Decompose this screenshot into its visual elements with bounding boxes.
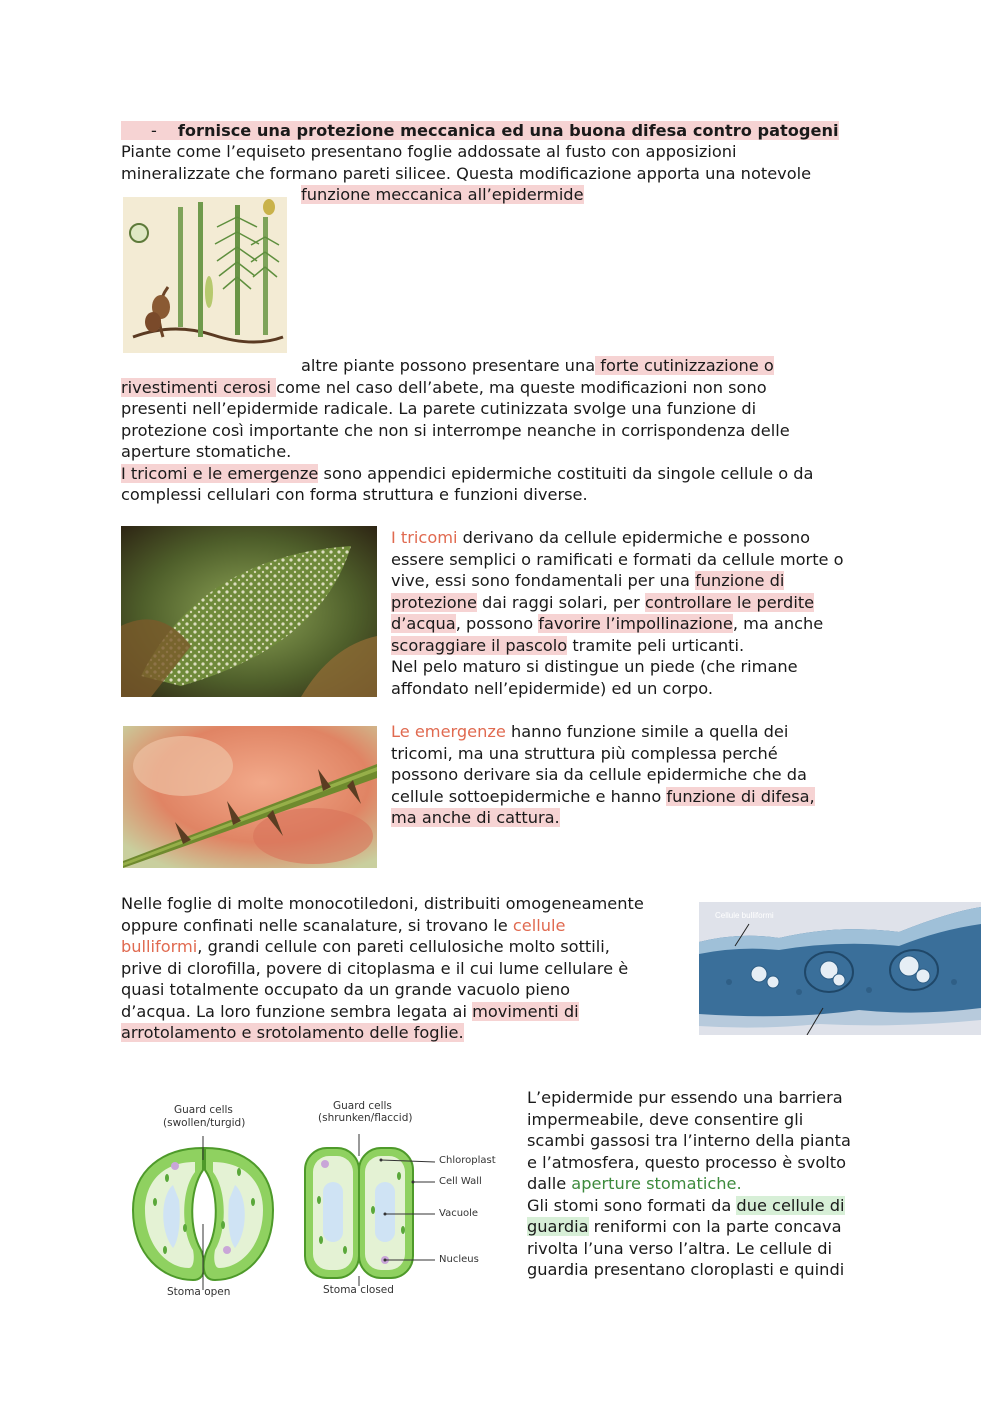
bulliformi-line-4: prive di clorofilla, povere di citoplasma e il cui lume cellulare è (121, 959, 629, 978)
equisetum-drawing (123, 197, 287, 353)
trichome-image (121, 526, 377, 697)
tricomi-line-7: Nel pelo maturo si distingue un piede (che rimane (391, 657, 798, 676)
emergenze-line-1: Le emergenze hanno funzione simile a quella dei (391, 722, 789, 741)
stomata-diagram (123, 1090, 508, 1305)
open-stoma (133, 1136, 273, 1290)
cut-line-7: complessi cellulari con forma struttura e funzioni diverse. (121, 485, 588, 504)
stomi-line-1: L’epidermide pur essendo una barriera (527, 1088, 843, 1107)
equiseto-line-2: mineralizzate che formano pareti silicee. Questa modificazione apporta una notevole (121, 164, 812, 183)
cell-wall-label: Cell Wall (439, 1176, 482, 1187)
bulliform-label: Cellule bulliformi (715, 911, 774, 920)
bulliform-micrograph (699, 902, 981, 1035)
cut-line-2: rivestimenti cerosi come nel caso dell’abete, ma queste modificazioni non sono (121, 378, 767, 397)
bullet-text: fornisce una protezione meccanica ed una buona difesa contro patogeni (177, 121, 839, 140)
cut-line-6: I tricomi e le emergenze sono appendici epidermiche costituiti da singole cellule o da (121, 464, 814, 483)
stomi-line-7: guardia reniformi con la parte concava (527, 1217, 842, 1236)
bullet-dash: - (151, 121, 157, 140)
bulliformi-line-5: quasi totalmente occupato da un grande vacuolo pieno (121, 980, 571, 999)
bulliformi-line-3: bulliformi, grandi cellule con pareti cellulosiche molto sottili, (121, 937, 610, 956)
stomi-line-9: guardia presentano cloroplasti e quindi (527, 1260, 845, 1279)
closed-title-2: (shrunken/flaccid) (318, 1112, 413, 1124)
emergenze-line-5: ma anche di cattura. (391, 808, 560, 827)
stomi-line-2: impermeabile, deve consentire gli (527, 1110, 804, 1129)
tricomi-line-3: vive, essi sono fondamentali per una funzione di (391, 571, 785, 590)
rose-stem-photo (123, 726, 377, 868)
bulliformi-line-1: Nelle foglie di molte monocotiledoni, distribuiti omogeneamente (121, 894, 644, 913)
equiseto-line-1: Piante come l’equiseto presentano foglie addossate al fusto con apposizioni (121, 142, 737, 161)
cut-line-4: protezione così importante che non si interrompe neanche in corrispondenza delle (121, 421, 790, 440)
rose-stem-image (123, 726, 377, 868)
bulliformi-line-6: d’acqua. La loro funzione sembra legata ai movimenti di (121, 1002, 579, 1021)
equiseto-line-3: funzione meccanica all’epidermide (301, 185, 584, 204)
emergenze-line-4: cellule sottoepidermiche e hanno funzione di difesa, (391, 787, 815, 806)
vacuole-label: Vacuole (439, 1208, 479, 1219)
tricomi-line-1: I tricomi derivano da cellule epidermiche e possono (391, 528, 810, 547)
bulliformi-line-2: oppure confinati nelle scanalature, si trovano le cellule (121, 916, 566, 935)
tricomi-line-2: essere semplici o ramificati e formati da cellule morte o (391, 550, 844, 569)
stomi-line-5: dalle aperture stomatiche. (527, 1174, 742, 1193)
cut-line-3: presenti nell’epidermide radicale. La parete cutinizzata svolge una funzione di (121, 399, 757, 418)
closed-caption: Stoma closed (323, 1284, 394, 1296)
emergenze-line-3: possono derivare sia da cellule epidermiche che da (391, 765, 807, 784)
tricomi-line-5: d’acqua, possono favorire l’impollinazione, ma anche (391, 614, 824, 633)
equisetum-illustration (123, 197, 287, 353)
tricomi-line-6: scoraggiare il pascolo tramite peli urticanti. (391, 636, 745, 655)
tricomi-line-8: affondato nell’epidermide) ed un corpo. (391, 679, 714, 698)
cut-line-1: altre piante possono presentare una forte cutinizzazione o (301, 356, 774, 375)
nucleus-label: Nucleus (439, 1254, 479, 1265)
bulliform-image (699, 902, 981, 1035)
tricomi-line-4: protezione dai raggi solari, per controllare le perdite (391, 593, 815, 612)
closed-stoma (305, 1134, 435, 1286)
bulliformi-line-7: arrotolamento e srotolamento delle foglie. (121, 1023, 464, 1042)
bullet-line (121, 120, 839, 142)
open-caption: Stoma open (167, 1286, 231, 1298)
open-title-1: Guard cells (174, 1104, 233, 1116)
stomi-line-8: rivolta l’una verso l’altra. Le cellule di (527, 1239, 833, 1258)
cut-line-5: aperture stomatiche. (121, 442, 292, 461)
open-title-2: (swollen/turgid) (163, 1117, 246, 1129)
stomi-line-6: Gli stomi sono formati da due cellule di (527, 1196, 845, 1215)
closed-title-1: Guard cells (333, 1100, 392, 1112)
stomi-line-4: e l’atmosfera, questo processo è svolto (527, 1153, 846, 1172)
stomi-line-3: scambi gassosi tra l’interno della pianta (527, 1131, 851, 1150)
emergenze-line-2: tricomi, ma una struttura più complessa perché (391, 744, 778, 763)
chloroplast-label: Chloroplast (439, 1155, 496, 1166)
trichome-photo (121, 526, 377, 697)
